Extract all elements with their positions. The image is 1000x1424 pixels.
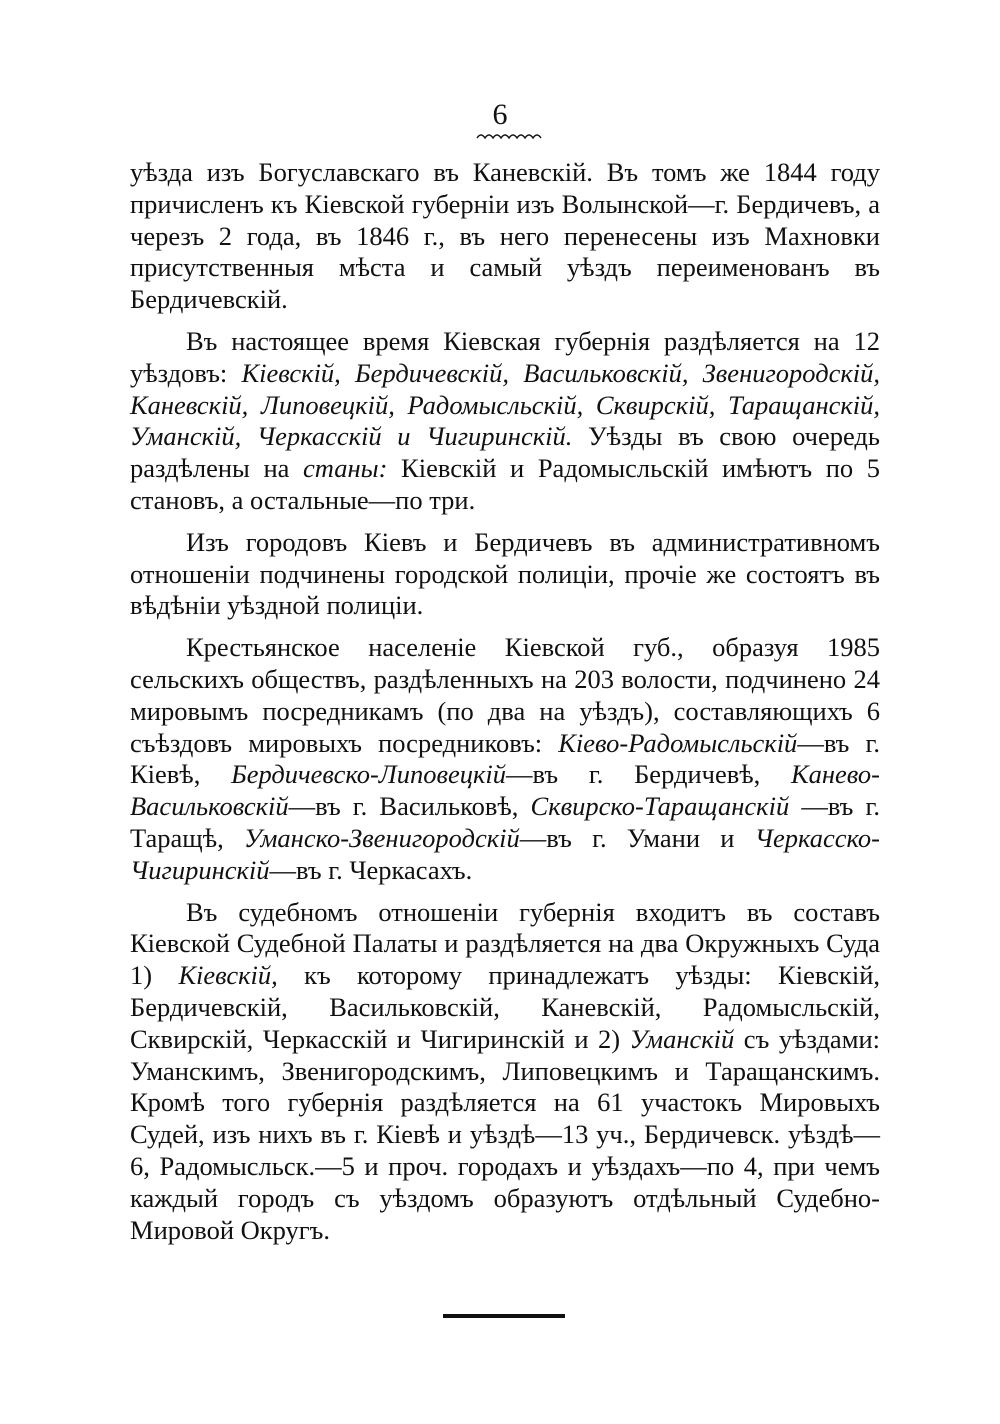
paragraph — [130, 632, 880, 886]
text-run: уѣзда изъ Богуславскаго въ Каневскій. Въ томъ же 1844 году причисленъ къ Кіевской губерніи изъ Волынской—г. Бердичевъ, а черезъ 2 года, въ 1846 г., въ него перенесены изъ Махновки присутственныя мѣста и самый уѣздъ переименованъ въ Бердичевскій. — [130, 157, 880, 315]
text-run: —въ г. Васильковѣ, — [288, 791, 531, 822]
text-run: —въ г. Кіевѣ, — [130, 727, 880, 790]
italic-run: Бердичевско-Липовецкій — [231, 759, 507, 790]
text-run: —въ г. Таращѣ, — [130, 791, 880, 853]
paragraph — [130, 157, 880, 316]
paragraph — [130, 897, 880, 1247]
paragraph — [130, 326, 880, 517]
ornament-icon — [475, 130, 545, 142]
text-run: Изъ городовъ Кіевъ и Бердичевъ въ административномъ отношеніи подчинены городской полиціи, прочіе же состоятъ въ вѣдѣніи уѣздной полиціи. — [130, 526, 880, 621]
italic-run: Сквирско-Таращанскій — [530, 791, 790, 822]
page-number: 6 — [492, 98, 508, 131]
text-run: Кіевскій и Радомысльскій имѣютъ по 5 становъ, а остальные—по три. — [130, 453, 880, 515]
text-run: —въ г. Черкасахъ. — [269, 854, 473, 885]
text-run: съ уѣздами: Уманскимъ, Звенигородскимъ, Липовецкимъ и Таращанскимъ. Кромѣ того губернія раздѣляется на 61 участокъ Мировыхъ Судей, изъ нихъ въ г. Кіевѣ и уѣздѣ—13 уч., Бердичевск. уѣздѣ—6, Радомысльск.—5 и проч. городахъ и уѣздахъ—по 4, при чемъ каждый городъ съ уѣздомъ образуютъ отдѣльный Судебно-Мировой Округъ. — [130, 1023, 881, 1245]
text-run: —въ г. Бердичевѣ, — [506, 759, 791, 790]
italic-run: Канево-Васильковскій — [130, 759, 880, 822]
italic-run: Черкасско-Чигиринскій — [130, 822, 880, 885]
text-run: Крестьянское населеніе Кіевской губ., образуя 1985 сельскихъ обществъ, раздѣленныхъ на 203 волости, подчинено 24 мировымъ посредникамъ (по два на уѣздъ), составляющихъ 6 съѣздовъ мировыхъ посредниковъ: — [130, 632, 880, 758]
italic-run: Уманскій — [629, 1023, 735, 1054]
italic-run: Кіевскій, — [178, 960, 278, 991]
text-run: къ которому принадлежатъ уѣзды: Кіевскій, Бердичевскій, Васильковскій, Каневскій, Радомысльскій, Сквирскій, Черкасскій и Чигиринскій и 2) — [130, 960, 880, 1054]
text-run: Уѣзды въ свою очередь раздѣлены на — [130, 421, 880, 484]
paragraph — [130, 527, 880, 622]
text-run: —въ г. Умани и — [519, 822, 755, 853]
end-rule — [443, 1314, 565, 1318]
text-run: Въ судебномъ отношеніи губернія входитъ въ составъ Кіевской Судебной Палаты и раздѣляется на два Окружныхъ Суда 1) — [130, 896, 880, 991]
text-run: Въ настоящее время Кіевская губернія раздѣляется на 12 уѣздовъ: — [130, 325, 880, 388]
italic-run: станы: — [303, 453, 388, 484]
body-text — [130, 157, 880, 1256]
italic-run: Уманско-Звенигородскій — [244, 822, 520, 853]
italic-run: Кіевскій, Бердичевскій, Васильковскій, Звенигородскій, Каневскій, Липовецкій, Радомысльскій, Сквирскій, Таращанскій, Уманскій, Черкасскій и Чигиринскій. — [130, 357, 881, 452]
italic-run: Кіево-Радомысльскій — [558, 727, 798, 758]
